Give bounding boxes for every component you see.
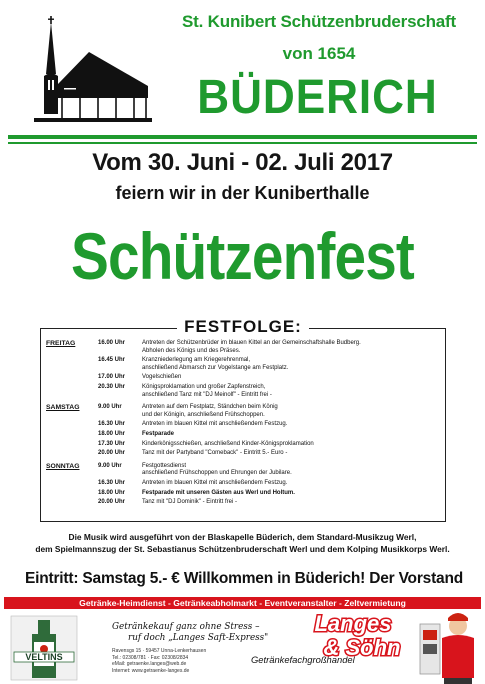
program-day: [46, 384, 98, 399]
program-text: [142, 450, 440, 458]
program-text: [142, 480, 440, 488]
program-row: [46, 421, 440, 429]
program-text: [142, 421, 440, 429]
program-text-line: Tanz mit der Partyband "Comeback" - Eintritt 5.- Euro -: [142, 450, 288, 457]
program-title: FESTFOLGE:: [177, 316, 309, 338]
program-text-line: Vogelschießen: [142, 374, 182, 381]
program-row: [46, 450, 440, 458]
program-text-line: anschließend Tanz mit "DJ Meinolf" - Eintritt frei -: [142, 391, 272, 398]
program-row: [46, 480, 440, 488]
program-text: [142, 463, 440, 478]
program-row: [46, 357, 440, 372]
svg-text:& Söhn: & Söhn: [323, 635, 401, 660]
program-text-line: Festparade mit unseren Gästen aus Werl und Holtum.: [142, 489, 295, 496]
sponsor-services-bar: Getränke-Heimdienst - Getränkeabholmarkt - Eventveranstalter - Zeltvermietung: [4, 597, 481, 609]
event-venue: feiern wir in der Kuniberthalle: [115, 183, 370, 203]
program-row: [46, 441, 440, 449]
sponsor-address: [112, 648, 206, 674]
church-illustration: [24, 14, 154, 126]
program-text: [142, 490, 440, 498]
program-time: 9.00 Uhr: [98, 462, 122, 469]
program-text-line: Kranzniederlegung am Kriegerehrenmal,: [142, 357, 251, 364]
sponsor-tagline: Getränkefachgroßhandel: [251, 654, 355, 665]
program-row: [46, 463, 440, 478]
program-text: [142, 340, 440, 355]
program-day: [46, 431, 98, 439]
club-founded: von 1654: [282, 44, 356, 63]
program-row: [46, 384, 440, 399]
program-list: [46, 340, 440, 509]
program-time: 17.00 Uhr: [98, 374, 126, 381]
program-row: [46, 431, 440, 439]
program-text: [142, 374, 440, 382]
program-text-line: Antreten im blauen Kittel mit anschließendem Festzug.: [142, 421, 288, 428]
entry-welcome-line: Eintritt: Samstag 5.- € Willkommen in Büderich! Der Vorstand: [24, 570, 463, 587]
address-line-2: Tel.: 02308/781 · Fax: 02308/2834: [112, 654, 189, 661]
program-row: [46, 404, 440, 419]
address-line-1: Ravensgs 15 · 59457 Unna-Lenkerhausen: [112, 648, 207, 654]
program-day: SONNTAG: [46, 462, 80, 470]
program-time: 16.45 Uhr: [98, 357, 126, 364]
mascot-figure: [416, 608, 482, 684]
program-day: [46, 357, 98, 372]
program-day: [46, 450, 98, 458]
slogan-line-1: Getränkekauf ganz ohne Stress –: [112, 622, 260, 632]
program-time: 17.30 Uhr: [98, 440, 126, 447]
program-text-line: anschließend Abmarsch zur Vogelstange am Festplatz.: [142, 364, 289, 371]
program-text-line: Tanz mit "DJ Dominik" - Eintritt frei -: [142, 499, 237, 506]
program-text-line: Abholen des Königs und des Präses.: [142, 347, 241, 354]
program-day: [46, 374, 98, 382]
program-text-line: Antreten auf dem Festplatz, Ständchen beim König: [142, 404, 278, 411]
town-title: BÜDERICH: [197, 71, 438, 124]
program-text: [142, 404, 440, 419]
program-text: [142, 384, 440, 399]
program-row: [46, 374, 440, 382]
program-time: 16.30 Uhr: [98, 479, 126, 486]
program-day: FREITAG: [46, 340, 76, 347]
program-row: [46, 490, 440, 498]
program-time: 20.30 Uhr: [98, 383, 126, 390]
program-text-line: Festgottesdienst: [142, 462, 187, 469]
program-text-line: Antreten der Schützenbrüder im blauen Kittel an der Gemeinschaftshalle Budberg.: [142, 340, 361, 346]
program-day: [46, 490, 98, 498]
program-row: [46, 499, 440, 507]
program-text-line: Königsproklamation und großer Zapfenstreich,: [142, 383, 266, 390]
slogan-line-2: ruf doch „Langes Saft-Express": [128, 633, 269, 643]
event-title: Schützenfest: [71, 219, 414, 293]
program-day: SAMSTAG: [46, 404, 80, 412]
veltins-label: VELTINS: [25, 652, 63, 662]
program-text-line: und der Königin, anschließend Frühschoppen.: [142, 411, 265, 418]
program-text-line: Kinderkönigsschießen, anschließend Kinder-Königsproklamation: [142, 440, 314, 447]
program-time: 16.00 Uhr: [98, 340, 126, 346]
program-row: [46, 340, 440, 355]
divider-thick: [8, 135, 477, 139]
program-day: [46, 499, 98, 507]
music-line-1: Die Musik wird ausgeführt von der Blaskapelle Büderich, dem Standard-Musikzug Werl,: [68, 532, 417, 542]
music-credits: [0, 532, 485, 555]
program-text-line: Antreten im blauen Kittel mit anschließendem Festzug.: [142, 479, 288, 486]
program-time: 16.30 Uhr: [98, 421, 126, 428]
program-time: 20.00 Uhr: [98, 450, 126, 457]
program-text: [142, 499, 440, 507]
program-day: [46, 421, 98, 429]
program-text-line: anschließend Frühschoppen und Ehrungen der Jubilare.: [142, 470, 292, 477]
program-day: [46, 441, 98, 449]
svg-text:Langes: Langes: [314, 611, 392, 636]
sponsor-slogan: [112, 622, 268, 644]
divider-thin: [8, 142, 477, 144]
veltins-bottle-logo: [8, 614, 80, 682]
program-time: 20.00 Uhr: [98, 499, 126, 506]
program-text-line: Festparade: [142, 430, 175, 437]
program-time: 18.00 Uhr: [98, 430, 126, 437]
program-text: [142, 431, 440, 439]
event-dates: Vom 30. Juni - 02. Juli 2017: [92, 149, 393, 176]
program-text: [142, 441, 440, 449]
music-line-2: dem Spielmannszug der St. Sebastianus Schützenbruderschaft Werl und dem Kolping Musikkorps Werl.: [35, 543, 450, 554]
program-time: 9.00 Uhr: [98, 404, 122, 411]
program-day: [46, 480, 98, 488]
program-time: 18.00 Uhr: [98, 489, 126, 496]
address-line-4: Internet: www.getraenke-langes.de: [112, 667, 190, 674]
address-line-3: eMail: getraenke.langes@web.de: [112, 661, 187, 668]
club-name: St. Kunibert Schützenbruderschaft: [182, 12, 456, 31]
program-text: [142, 357, 440, 372]
